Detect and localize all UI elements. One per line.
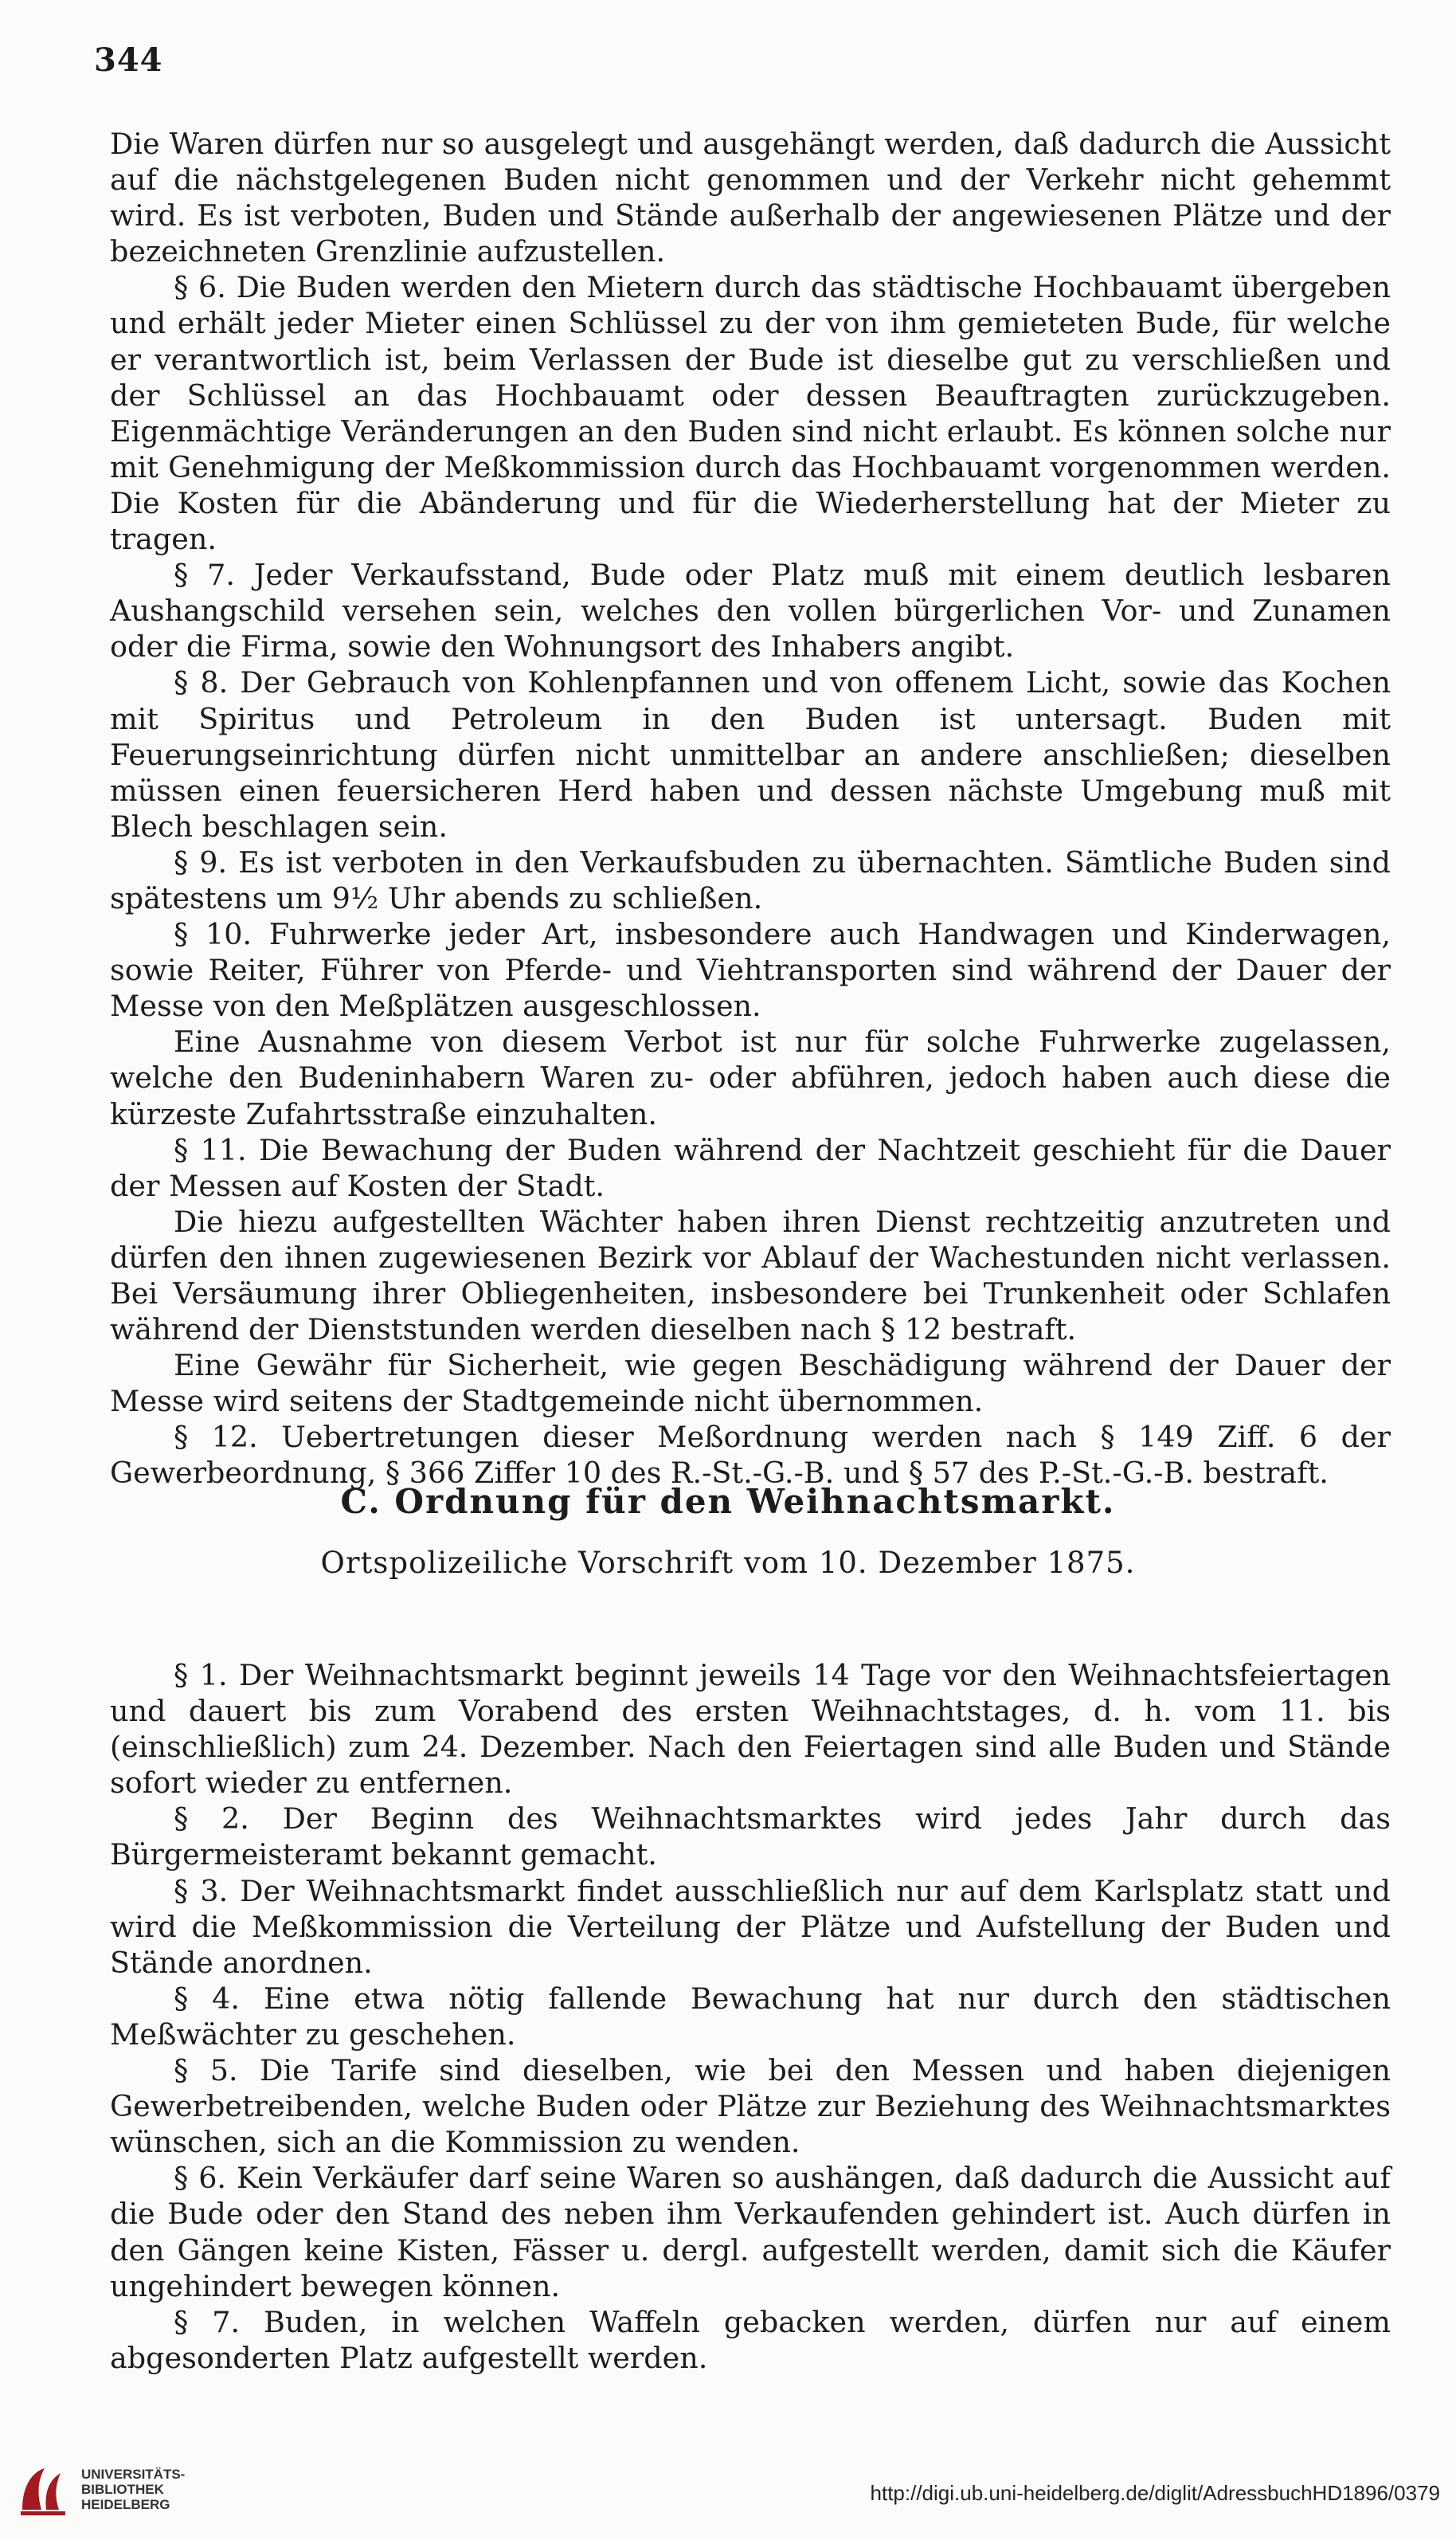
paragraph: § 5. Die Tarife sind dieselben, wie bei den Messen und haben diejenigen Gewerbetreibenden, welche Buden oder Plätze zur Beziehung des Weihnachtsmarktes wünschen, sich an die Kommission zu wenden.: [110, 2053, 1391, 2160]
section-subheading: Ortspolizeiliche Vorschrift vom 10. Dezember 1875.: [320, 1546, 1136, 1580]
paragraph: § 7. Buden, in welchen Waffeln gebacken werden, dürfen nur auf einem abgesonderten Platz aufgestellt werden.: [110, 2304, 1391, 2375]
top-text-block: [110, 126, 1391, 1491]
section-c-text-block: [110, 1657, 1391, 2376]
paragraph: § 3. Der Weihnachtsmarkt findet ausschließlich nur auf dem Karlsplatz statt und wird die Meßkommission die Verteilung der Plätze und Aufstellung der Buden und Stände anordnen.: [110, 1873, 1391, 1980]
paragraph: Eine Gewähr für Sicherheit, wie gegen Beschädigung während der Dauer der Messe wird seitens der Stadtgemeinde nicht übernommen.: [110, 1348, 1391, 1419]
paragraph: § 9. Es ist verboten in den Verkaufsbuden zu übernachten. Sämtliche Buden sind spätestens um 9½ Uhr abends zu schließen.: [110, 845, 1391, 915]
paragraph: § 2. Der Beginn des Weihnachtsmarktes wird jedes Jahr durch das Bürgermeisteramt bekannt gemacht.: [110, 1801, 1391, 1872]
library-name-line: HEIDELBERG: [81, 2497, 170, 2512]
paragraph: § 6. Kein Verkäufer darf seine Waren so aushängen, daß dadurch die Aussicht auf die Bude oder den Stand des neben ihm Verkaufenden gehindert ist. Auch dürfen in den Gängen keine Kisten, Fässer u. dergl. aufgestellt werden, damit sich die Käufer ungehindert bewegen können.: [110, 2161, 1391, 2303]
paragraph: § 11. Die Bewachung der Buden während der Nachtzeit geschieht für die Dauer der Messen auf Kosten der Stadt.: [110, 1132, 1391, 1203]
paragraph: § 1. Der Weihnachtsmarkt beginnt jeweils 14 Tage vor den Weihnachtsfeiertagen und dauert bis zum Vorabend des ersten Weihnachtstages, d. h. vom 11. bis (einschließlich) zum 24. Dezember. Nach den Feiertagen sind alle Buden und Stände sofort wieder zu entfernen.: [110, 1658, 1391, 1801]
paragraph: § 10. Fuhrwerke jeder Art, insbesondere auch Handwagen und Kinderwagen, sowie Reiter, Führer von Pferde- und Viehtransporten sind während der Dauer der Messe von den Meßplätzen ausgeschlossen.: [110, 917, 1391, 1024]
paragraph: Eine Ausnahme von diesem Verbot ist nur für solche Fuhrwerke zugelassen, welche den Budeninhabern Waren zu- oder abführen, jedoch haben auch diese die kürzeste Zufahrtsstraße einzuhalten.: [110, 1025, 1391, 1131]
university-library-logo-icon: [14, 2460, 75, 2521]
library-name: [81, 2467, 185, 2512]
library-name-line: UNIVERSITÄTS-: [81, 2467, 186, 2482]
paragraph: § 6. Die Buden werden den Mietern durch das städtische Hochbauamt übergeben und erhält jeder Mieter einen Schlüssel zu der von ihm gemieteten Bude, für welche er verantwortlich ist, beim Verlassen der Bude ist dieselbe gut zu verschließen und der Schlüssel an das Hochbauamt oder dessen Beauftragten zurückzugeben. Eigenmächtige Veränderungen an den Buden sind nicht erlaubt. Es können solche nur mit Genehmigung der Meßkommission durch das Hochbauamt vorgenommen werden. Die Kosten für die Abänderung und für die Wiederherstellung hat der Mieter zu tragen.: [110, 270, 1391, 557]
paragraph: § 4. Eine etwa nötig fallende Bewachung hat nur durch den städtischen Meßwächter zu geschehen.: [110, 1981, 1391, 2052]
section-heading: C. Ordnung für den Weihnachtsmarkt.: [340, 1482, 1116, 1521]
paragraph: § 7. Jeder Verkaufsstand, Bude oder Platz muß mit einem deutlich lesbaren Aushangschild versehen sein, welches den vollen bürgerlichen Vor- und Zunamen oder die Firma, sowie den Wohnungsort des Inhabers angibt.: [110, 558, 1391, 664]
paragraph: Die Waren dürfen nur so ausgelegt und ausgehängt werden, daß dadurch die Aussicht auf die nächstgelegenen Buden nicht genommen und der Verkehr nicht gehemmt wird. Es ist verboten, Buden und Stände außerhalb der angewiesenen Plätze und der bezeichneten Grenzlinie aufzustellen.: [110, 127, 1391, 269]
paragraph: § 8. Der Gebrauch von Kohlenpfannen und von offenem Licht, sowie das Kochen mit Spiritus und Petroleum in den Buden ist untersagt. Buden mit Feuerungseinrichtung dürfen nicht unmittelbar an andere anschließen; dieselben müssen einen feuersicheren Herd haben und dessen nächste Umgebung muß mit Blech beschlagen sein.: [110, 665, 1391, 844]
paragraph: Die hiezu aufgestellten Wächter haben ihren Dienst rechtzeitig anzutreten und dürfen den ihnen zugewiesenen Bezirk vor Ablauf der Wachestunden nicht verlassen. Bei Versäumung ihrer Obliegenheiten, insbesondere bei Trunkenheit oder Schlafen während der Dienststunden werden dieselben nach § 12 bestraft.: [110, 1204, 1391, 1347]
source-url-link[interactable]: http://digi.ub.uni-heidelberg.de/diglit/AdressbuchHD1896/0379: [870, 2481, 1440, 2505]
page-number: 344: [94, 41, 163, 79]
footer: [0, 2446, 1456, 2540]
paragraph: § 12. Uebertretungen dieser Meßordnung werden nach § 149 Ziff. 6 der Gewerbeordnung, § 366 Ziffer 10 des R.-St.-G.-B. und § 57 des P.-St.-G.-B. bestraft.: [110, 1420, 1391, 1491]
library-name-line: BIBLIOTHEK: [81, 2482, 164, 2497]
